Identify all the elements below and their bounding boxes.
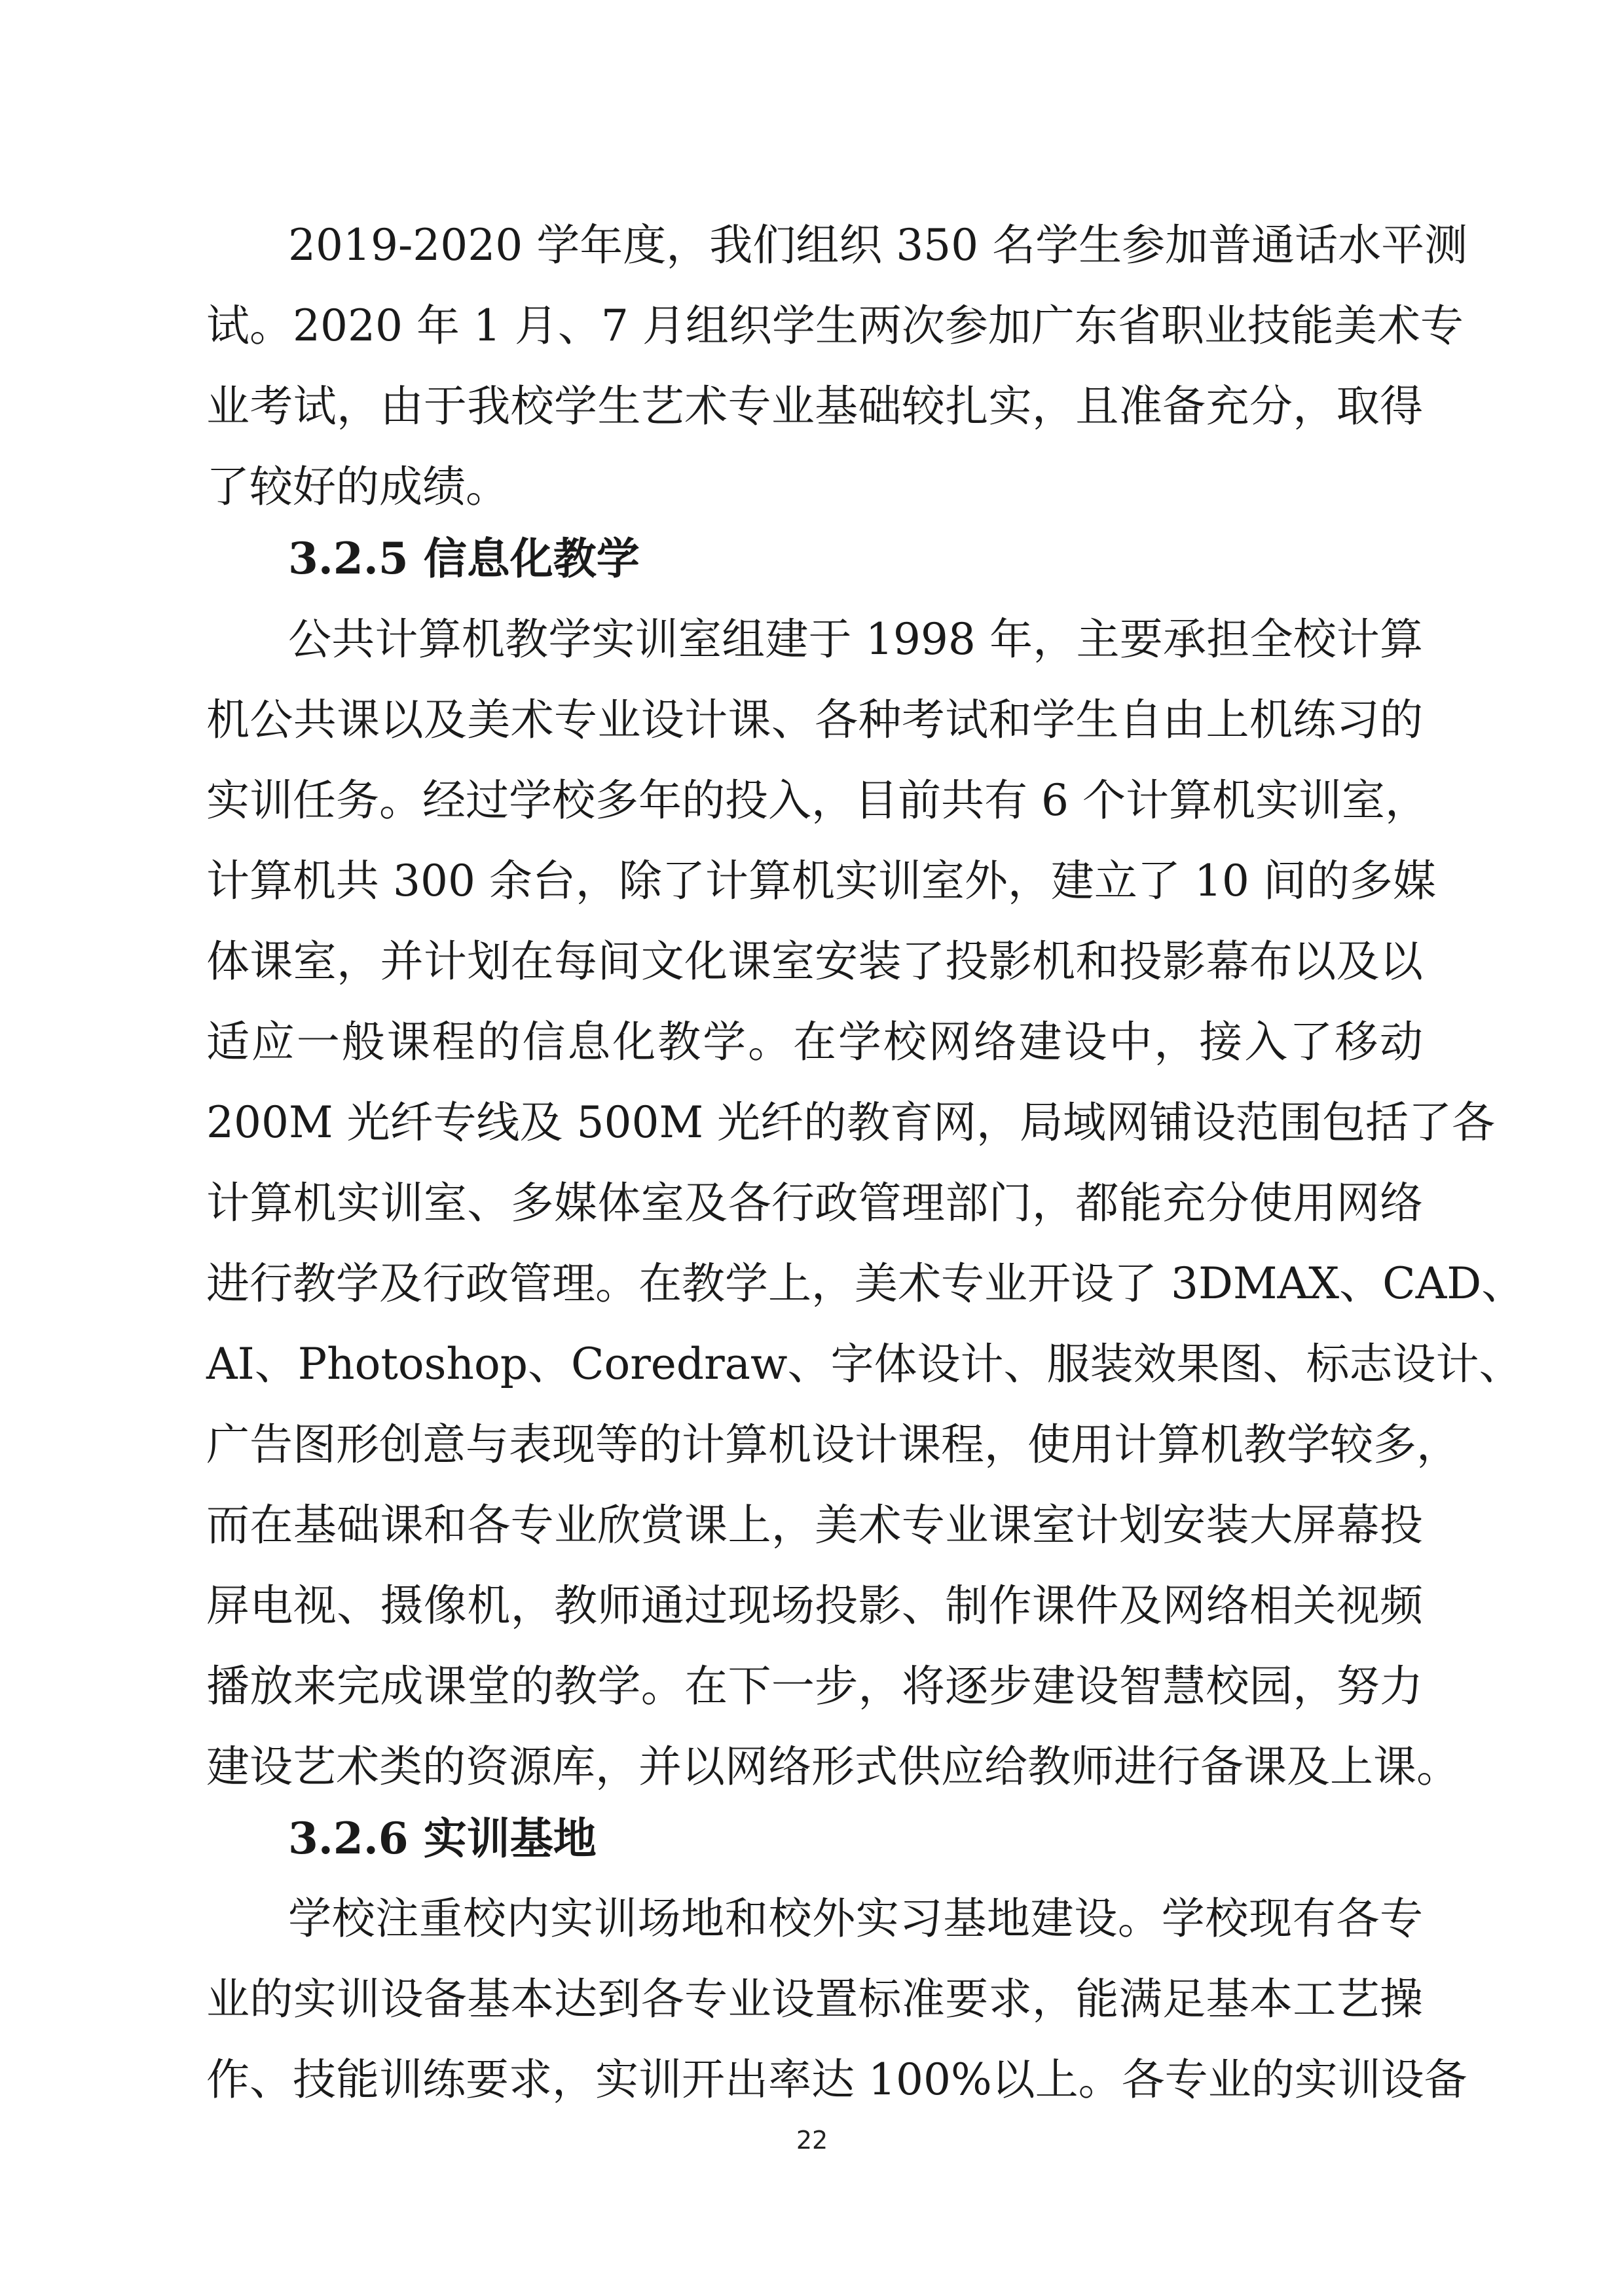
body-line: 播放来完成课堂的教学。在下一步，将逐步建设智慧校园，努力 bbox=[206, 1661, 1423, 1711]
body-line: 而在基础课和各专业欣赏课上，美术专业课室计划安装大屏幕投 bbox=[206, 1500, 1423, 1550]
body-line: 200M 光纤专线及 500M 光纤的教育网，局域网铺设范围包括了各 bbox=[206, 1097, 1496, 1148]
body-line: 实训任务。经过学校多年的投入，目前共有 6 个计算机实训室， bbox=[206, 775, 1428, 826]
body-line: 业考试，由于我校学生艺术专业基础较扎实，且准备充分，取得 bbox=[206, 381, 1423, 431]
body-line: 计算机实训室、多媒体室及各行政管理部门，都能充分使用网络 bbox=[206, 1178, 1423, 1228]
body-line: 屏电视、摄像机，教师通过现场投影、制作课件及网络相关视频 bbox=[206, 1580, 1423, 1631]
body-line: 适应一般课程的信息化教学。在学校网络建设中，接入了移动 bbox=[206, 1017, 1423, 1067]
page-number: 22 bbox=[796, 2126, 828, 2155]
body-line: 建设艺术类的资源库，并以网络形式供应给教师进行备课及上课。 bbox=[206, 1741, 1460, 1792]
section-heading-training-base: 3.2.6 实训基地 bbox=[288, 1813, 597, 1864]
body-line: 业的实训设备基本达到各专业设置标准要求，能满足基本工艺操 bbox=[206, 1974, 1423, 2024]
body-line: 体课室，并计划在每间文化课室安装了投影机和投影幕布以及以 bbox=[206, 936, 1423, 987]
body-line: 学校注重校内实训场地和校外实习基地建设。学校现有各专 bbox=[288, 1893, 1423, 1944]
body-line: 进行教学及行政管理。在教学上，美术专业开设了 3DMAX、CAD、 bbox=[206, 1258, 1525, 1309]
body-line: 计算机共 300 余台，除了计算机实训室外，建立了 10 间的多媒 bbox=[206, 856, 1436, 906]
body-line: 公共计算机教学实训室组建于 1998 年，主要承担全校计算 bbox=[288, 614, 1423, 665]
body-line: 2019-2020 学年度，我们组织 350 名学生参加普通话水平测 bbox=[288, 220, 1468, 270]
section-heading-informatization: 3.2.5 信息化教学 bbox=[288, 533, 640, 584]
body-line: 广告图形创意与表现等的计算机设计课程，使用计算机教学较多， bbox=[206, 1419, 1460, 1470]
body-line: 试。2020 年 1 月、7 月组织学生两次参加广东省职业技能美术专 bbox=[206, 301, 1464, 351]
body-line: 了较好的成绩。 bbox=[206, 462, 509, 512]
body-line: AI、Photoshop、Coredraw、字体设计、服装效果图、标志设计、 bbox=[206, 1339, 1522, 1389]
body-line: 机公共课以及美术专业设计课、各种考试和学生自由上机练习的 bbox=[206, 695, 1423, 745]
body-line: 作、技能训练要求，实训开出率达 100%以上。各专业的实训设备 bbox=[206, 2054, 1467, 2105]
